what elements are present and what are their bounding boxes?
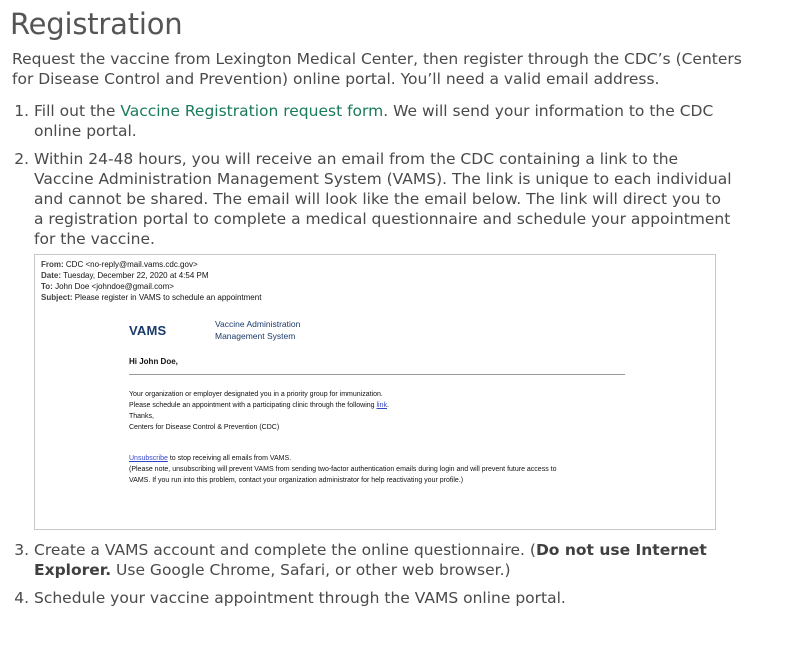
step-4-text: Schedule your vaccine appointment through the VAMS online portal. <box>34 589 566 607</box>
email-greeting: Hi John Doe, <box>129 357 178 366</box>
sample-email-image <box>34 254 716 530</box>
email-unsubscribe-note-2: VAMS. If you run into this problem, contact your organization administrator for help reactivating your profile.) <box>129 477 464 484</box>
email-divider <box>129 374 625 375</box>
step-4 <box>34 588 734 608</box>
email-body-line-4: Centers for Disease Control & Prevention (CDC) <box>129 424 280 431</box>
vams-system-name-line-2: Management System <box>215 331 296 341</box>
email-unsubscribe-text: to stop receiving all emails from VAMS. <box>167 455 292 462</box>
email-from-label: From: <box>41 260 64 269</box>
step-3-text-before: Create a VAMS account and complete the online questionnaire. ( <box>34 541 536 559</box>
email-unsubscribe-link: Unsubscribe <box>129 455 168 462</box>
email-body <box>129 389 629 433</box>
step-1 <box>34 101 734 141</box>
vaccine-registration-link[interactable]: Vaccine Registration request form <box>120 102 384 120</box>
page-title: Registration <box>10 7 183 41</box>
email-date-value: Tuesday, December 22, 2020 at 4:54 PM <box>61 271 209 280</box>
email-unsubscribe-note-1: (Please note, unsubscribing will prevent VAMS from sending two-factor authentication emails during login and will prevent future access to <box>129 466 557 473</box>
email-schedule-link: link <box>376 402 388 409</box>
email-to-value: John Doe <johndoe@gmail.com> <box>52 282 174 291</box>
email-body-line-3: Thanks, <box>129 413 154 420</box>
vams-system-name-line-1: Vaccine Administration <box>215 319 301 329</box>
email-to-label: To: <box>41 282 53 291</box>
email-body-line-2-after: . <box>387 402 389 409</box>
registration-section <box>10 0 800 616</box>
step-2-text: Within 24-48 hours, you will receive an email from the CDC containing a link to the Vaccine Administration Management System (VAMS). The link is unique to each individual and cannot be shared. The email will look like the email below. The link will direct you to a registration portal to complete a medical questionnaire and schedule your appointment for the vaccine. <box>34 150 732 248</box>
step-3-text-after: Use Google Chrome, Safari, or other web browser.) <box>111 561 511 579</box>
step-1-text-after: . We will send your information to the CDC online portal. <box>34 102 714 140</box>
email-body-line-1: Your organization or employer designated you in a priority group for immunization. <box>129 391 383 398</box>
intro-paragraph: Request the vaccine from Lexington Medical Center, then register through the CDC’s (Centers for Disease Control and Prevention) online portal. You’ll need a valid email address. <box>12 50 742 88</box>
email-body-line-2-before: Please schedule an appointment with a participating clinic through the following <box>129 402 377 409</box>
step-1-text-before: Fill out the <box>34 102 121 120</box>
email-from-value: CDC <no-reply@mail.vams.cdc.gov> <box>63 260 198 269</box>
email-unsubscribe <box>129 453 629 486</box>
email-header <box>41 259 261 303</box>
email-date-label: Date: <box>41 271 62 280</box>
vams-system-name <box>215 318 300 342</box>
email-subject-value: Please register in VAMS to schedule an appointment <box>72 293 262 302</box>
email-body-line-2 <box>129 400 629 411</box>
step-3-warning: Do not use Internet Explorer. <box>34 541 707 579</box>
step-3 <box>34 540 734 580</box>
email-subject-label: Subject: <box>41 293 73 302</box>
vams-logo: VAMS <box>129 323 167 338</box>
steps-list <box>10 101 734 608</box>
step-2 <box>34 149 734 530</box>
